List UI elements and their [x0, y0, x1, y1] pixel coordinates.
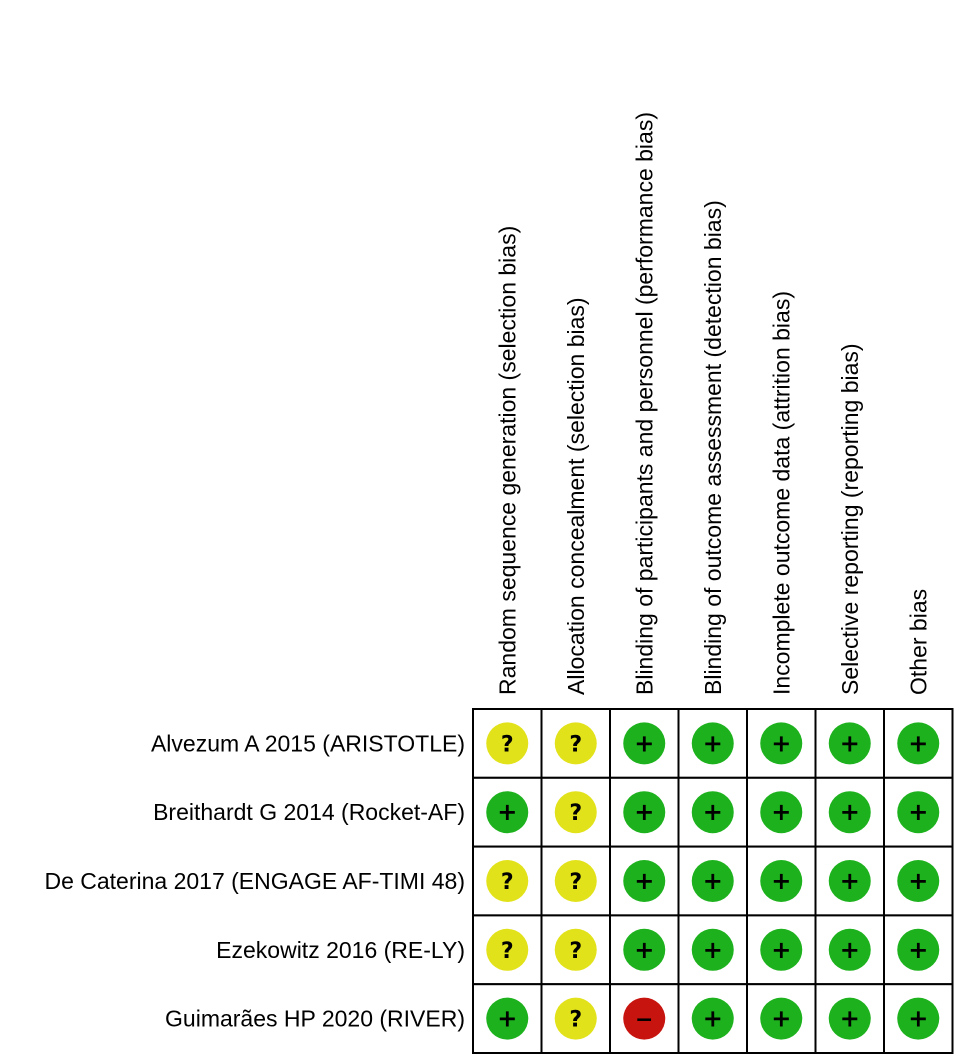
risk-symbol: + — [908, 729, 929, 758]
risk-cell — [542, 709, 611, 778]
risk-symbol: + — [771, 935, 792, 964]
row-label: Alvezum A 2015 (ARISTOTLE) — [150, 730, 465, 757]
risk-symbol: ? — [569, 870, 583, 895]
risk-symbol: ? — [569, 732, 583, 758]
risk-cell — [610, 709, 679, 778]
risk-cell — [679, 984, 748, 1053]
risk-symbol: + — [908, 935, 929, 964]
risk-symbol: + — [771, 729, 792, 758]
risk-cell — [679, 847, 748, 916]
risk-symbol: ? — [569, 801, 583, 827]
column-label: Allocation concealment (selection bias) — [562, 297, 589, 695]
risk-cell — [816, 709, 885, 778]
risk-grid — [473, 709, 953, 1053]
risk-cell — [816, 915, 885, 984]
risk-symbol: ? — [500, 938, 514, 964]
risk-cell — [884, 984, 953, 1053]
risk-cell — [473, 915, 542, 984]
risk-cell — [473, 778, 542, 847]
column-label: Blinding of outcome assessment (detection bias) — [699, 200, 726, 695]
risk-cell — [747, 709, 816, 778]
risk-cell — [610, 984, 679, 1053]
column-label: Blinding of participants and personnel (performance bias) — [631, 112, 658, 695]
risk-cell — [816, 847, 885, 916]
risk-cell — [884, 915, 953, 984]
risk-symbol: + — [771, 1004, 792, 1033]
risk-cell — [816, 984, 885, 1053]
risk-symbol: + — [839, 1004, 860, 1033]
risk-symbol: + — [497, 1004, 518, 1033]
risk-cell — [884, 847, 953, 916]
risk-cell — [473, 984, 542, 1053]
row-labels — [44, 730, 465, 1031]
risk-cell — [884, 778, 953, 847]
risk-cell — [679, 778, 748, 847]
risk-symbol: ? — [569, 938, 583, 964]
column-label: Incomplete outcome data (attrition bias) — [768, 291, 795, 695]
risk-cell — [747, 778, 816, 847]
risk-cell — [747, 984, 816, 1053]
risk-cell — [542, 984, 611, 1053]
risk-symbol: + — [702, 935, 723, 964]
row-label: Ezekowitz 2016 (RE-LY) — [216, 936, 465, 963]
column-label: Other bias — [905, 588, 932, 695]
risk-cell — [816, 778, 885, 847]
risk-symbol: + — [908, 798, 929, 827]
risk-cell — [610, 847, 679, 916]
risk-symbol: + — [839, 867, 860, 895]
risk-cell — [473, 847, 542, 916]
risk-symbol: ? — [569, 1007, 583, 1033]
risk-symbol: + — [634, 935, 655, 964]
risk-symbol: + — [702, 1004, 723, 1033]
row-label: De Caterina 2017 (ENGAGE AF-TIMI 48) — [44, 868, 465, 894]
risk-symbol: + — [839, 798, 860, 827]
risk-symbol: + — [702, 867, 723, 895]
column-labels — [494, 112, 931, 695]
risk-symbol: + — [702, 798, 723, 827]
risk-symbol: + — [771, 867, 792, 895]
risk-symbol: − — [635, 1007, 654, 1033]
risk-symbol: + — [908, 1004, 929, 1033]
column-label: Random sequence generation (selection bias) — [494, 225, 521, 695]
risk-cell — [747, 847, 816, 916]
risk-cell — [610, 915, 679, 984]
risk-cell — [610, 778, 679, 847]
risk-cell — [679, 709, 748, 778]
risk-symbol: + — [497, 798, 518, 827]
risk-symbol: ? — [500, 870, 514, 895]
risk-symbol: + — [839, 729, 860, 758]
risk-symbol: + — [634, 867, 655, 895]
risk-cell — [542, 915, 611, 984]
risk-symbol: + — [634, 798, 655, 827]
risk-symbol: + — [908, 867, 929, 895]
risk-symbol: + — [839, 935, 860, 964]
row-label: Guimarães HP 2020 (RIVER) — [165, 1005, 465, 1032]
risk-symbol: + — [702, 729, 723, 758]
row-label: Breithardt G 2014 (Rocket-AF) — [153, 799, 465, 826]
risk-cell — [884, 709, 953, 778]
risk-cell — [679, 915, 748, 984]
risk-cell — [747, 915, 816, 984]
column-label: Selective reporting (reporting bias) — [836, 343, 863, 695]
risk-cell — [542, 778, 611, 847]
risk-symbol: + — [634, 729, 655, 758]
risk-symbol: + — [771, 798, 792, 827]
risk-cell — [542, 847, 611, 916]
risk-symbol: ? — [500, 732, 514, 758]
risk-cell — [473, 709, 542, 778]
